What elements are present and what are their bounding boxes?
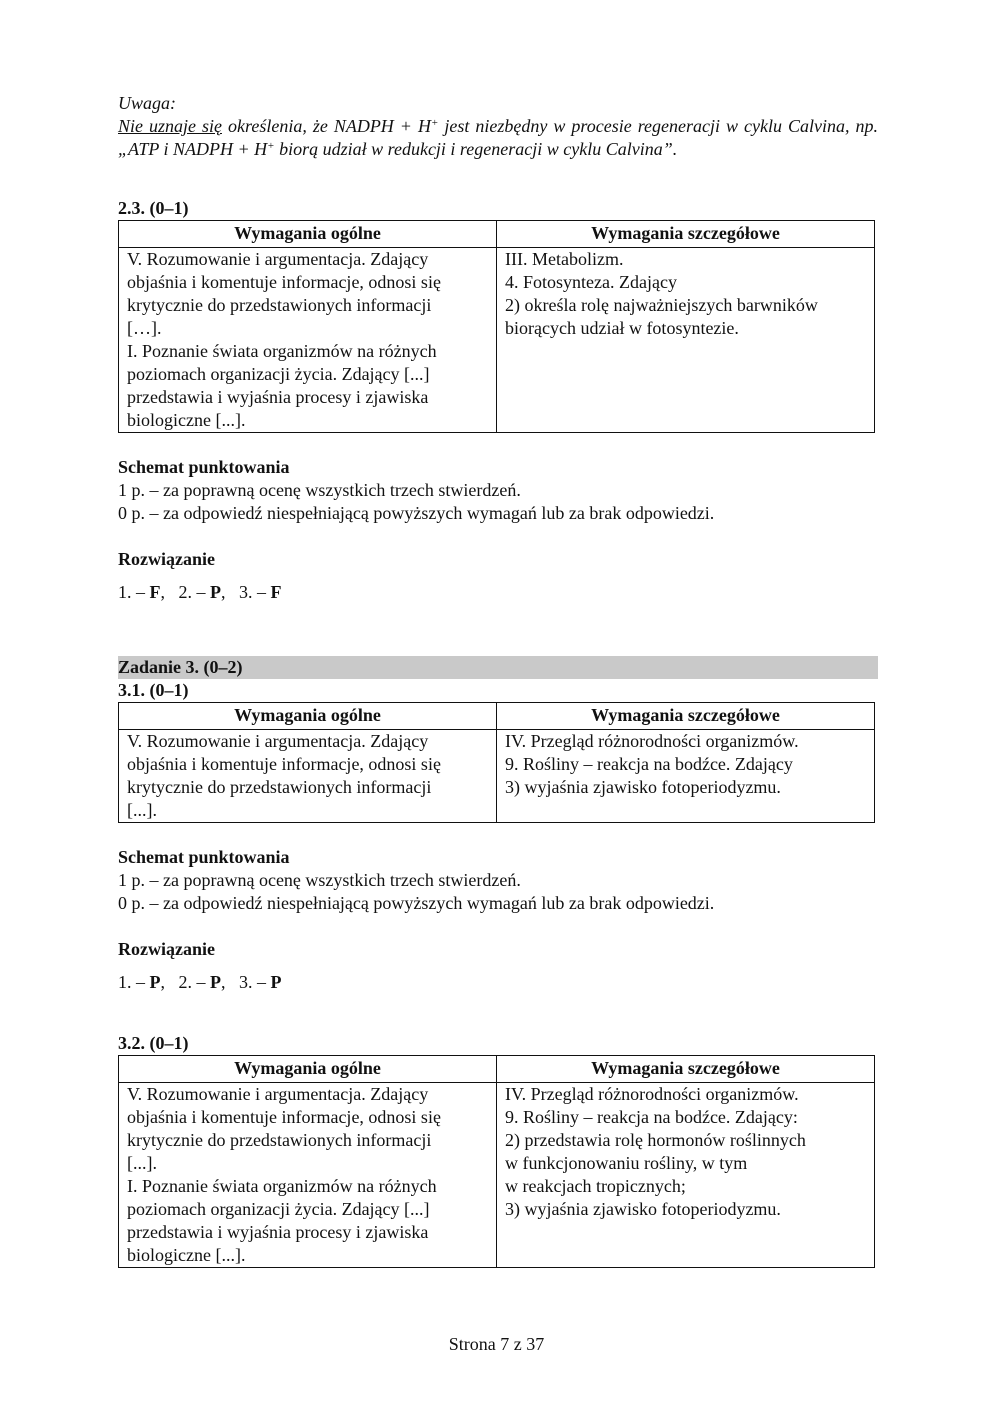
scheme-heading: Schemat punktowania: [118, 457, 290, 477]
note-text-c: biorą udział w redukcji i regeneracji w cyklu Calvina”.: [274, 139, 678, 159]
text-line: krytycznie do przedstawionych informacji: [127, 295, 432, 315]
header-detailed: Wymagania szczegółowe: [497, 221, 875, 248]
text-line: 3) wyjaśnia zjawisko fotoperiodyzmu.: [505, 777, 781, 797]
text-line: 9. Rośliny – reakcja na bodźce. Zdający: [505, 754, 793, 774]
text-line: I. Poznanie świata organizmów na różnych: [127, 1176, 437, 1196]
general-requirements-cell: [119, 730, 497, 823]
text-line: […].: [127, 318, 162, 338]
answer-prefix: 1. –: [118, 582, 150, 602]
section-2-3-title: 2.3. (0–1): [118, 198, 189, 218]
text-line: objaśnia i komentuje informacje, odnosi się: [127, 272, 441, 292]
general-requirements-cell: [119, 248, 497, 433]
header-detailed: Wymagania szczegółowe: [497, 1056, 875, 1083]
general-requirements-cell: [119, 1083, 497, 1268]
answer-sep: ,: [221, 972, 239, 992]
solution-answers: [118, 971, 878, 994]
scheme-line: 0 p. – za odpowiedź niespełniającą powyższych wymagań lub za brak odpowiedzi.: [118, 503, 715, 523]
text-line: przedstawia i wyjaśnia procesy i zjawiska: [127, 1222, 429, 1242]
scheme-heading: Schemat punktowania: [118, 847, 290, 867]
text-line: 9. Rośliny – reakcja na bodźce. Zdający:: [505, 1107, 798, 1127]
text-line: I. Poznanie świata organizmów na różnych: [127, 341, 437, 361]
answer-prefix: 2. –: [178, 582, 210, 602]
header-general: Wymagania ogólne: [119, 1056, 497, 1083]
note-text-a: określenia, że NADPH + H: [222, 116, 431, 136]
answer-value: P: [149, 972, 161, 992]
answer-prefix: 3. –: [239, 582, 271, 602]
section-3-2-title: 3.2. (0–1): [118, 1033, 189, 1053]
requirements-table-3-2: [118, 1055, 875, 1268]
text-line: IV. Przegląd różnorodności organizmów.: [505, 731, 799, 751]
note-sup-1: +: [430, 117, 439, 129]
detailed-requirements-cell: [497, 730, 875, 823]
scheme-line: 1 p. – za poprawną ocenę wszystkich trzech stwierdzeń.: [118, 870, 521, 890]
note-title: Uwaga:: [118, 93, 176, 113]
detailed-requirements-cell: [497, 1083, 875, 1268]
page-footer: Strona 7 z 37: [448, 1334, 545, 1354]
text-line: [...].: [127, 1153, 157, 1173]
solution-heading: Rozwiązanie: [118, 939, 215, 959]
text-line: poziomach organizacji życia. Zdający [...]: [127, 364, 430, 384]
text-line: w reakcjach tropicznych;: [505, 1176, 686, 1196]
text-line: objaśnia i komentuje informacje, odnosi się: [127, 754, 441, 774]
text-line: 2) przedstawia rolę hormonów roślinnych: [505, 1130, 806, 1150]
scheme-line: 1 p. – za poprawną ocenę wszystkich trzech stwierdzeń.: [118, 480, 521, 500]
answer-value: F: [149, 582, 161, 602]
text-line: [...].: [127, 800, 157, 820]
answer-value: F: [270, 582, 282, 602]
answer-value: P: [270, 972, 282, 992]
answer-prefix: 3. –: [239, 972, 271, 992]
answer-prefix: 1. –: [118, 972, 150, 992]
text-line: V. Rozumowanie i argumentacja. Zdający: [127, 731, 429, 751]
document-page: [118, 92, 878, 1268]
header-general: Wymagania ogólne: [119, 703, 497, 730]
text-line: V. Rozumowanie i argumentacja. Zdający: [127, 1084, 429, 1104]
text-line: w funkcjonowaniu rośliny, w tym: [505, 1153, 748, 1173]
text-line: krytycznie do przedstawionych informacji: [127, 1130, 432, 1150]
answer-prefix: 2. –: [178, 972, 210, 992]
text-line: biologiczne [...].: [127, 1245, 246, 1265]
text-line: biologiczne [...].: [127, 410, 246, 430]
note-underlined: Nie uznaje się: [118, 116, 222, 136]
solution-heading: Rozwiązanie: [118, 549, 215, 569]
requirements-table-2-3: [118, 220, 875, 433]
requirements-table-3-1: [118, 702, 875, 823]
text-line: 3) wyjaśnia zjawisko fotoperiodyzmu.: [505, 1199, 781, 1219]
detailed-requirements-cell: [497, 248, 875, 433]
text-line: 4. Fotosynteza. Zdający: [505, 272, 677, 292]
task-3-banner: Zadanie 3. (0–2): [118, 656, 878, 679]
text-line: III. Metabolizm.: [505, 249, 624, 269]
note-text-b: jest niezbędny w procesie regeneracji w cyklu Calvina, np. „ATP i NADPH + H: [118, 116, 878, 159]
text-line: krytycznie do przedstawionych informacji: [127, 777, 432, 797]
scheme-line: 0 p. – za odpowiedź niespełniającą powyższych wymagań lub za brak odpowiedzi.: [118, 893, 715, 913]
answer-value: P: [210, 582, 221, 602]
text-line: 2) określa rolę najważniejszych barwników: [505, 295, 818, 315]
answer-value: P: [210, 972, 221, 992]
header-general: Wymagania ogólne: [119, 221, 497, 248]
note-text: [118, 115, 878, 161]
note-sup-2: +: [267, 140, 275, 152]
text-line: IV. Przegląd różnorodności organizmów.: [505, 1084, 799, 1104]
answer-sep: ,: [221, 582, 239, 602]
answer-sep: ,: [160, 972, 179, 992]
text-line: biorących udział w fotosyntezie.: [505, 318, 739, 338]
text-line: przedstawia i wyjaśnia procesy i zjawiska: [127, 387, 429, 407]
solution-answers: [118, 581, 878, 604]
text-line: objaśnia i komentuje informacje, odnosi się: [127, 1107, 441, 1127]
section-3-1-title: 3.1. (0–1): [118, 680, 189, 700]
note: [118, 92, 878, 161]
header-detailed: Wymagania szczegółowe: [497, 703, 875, 730]
text-line: V. Rozumowanie i argumentacja. Zdający: [127, 249, 429, 269]
answer-sep: ,: [160, 582, 179, 602]
text-line: poziomach organizacji życia. Zdający [...]: [127, 1199, 430, 1219]
